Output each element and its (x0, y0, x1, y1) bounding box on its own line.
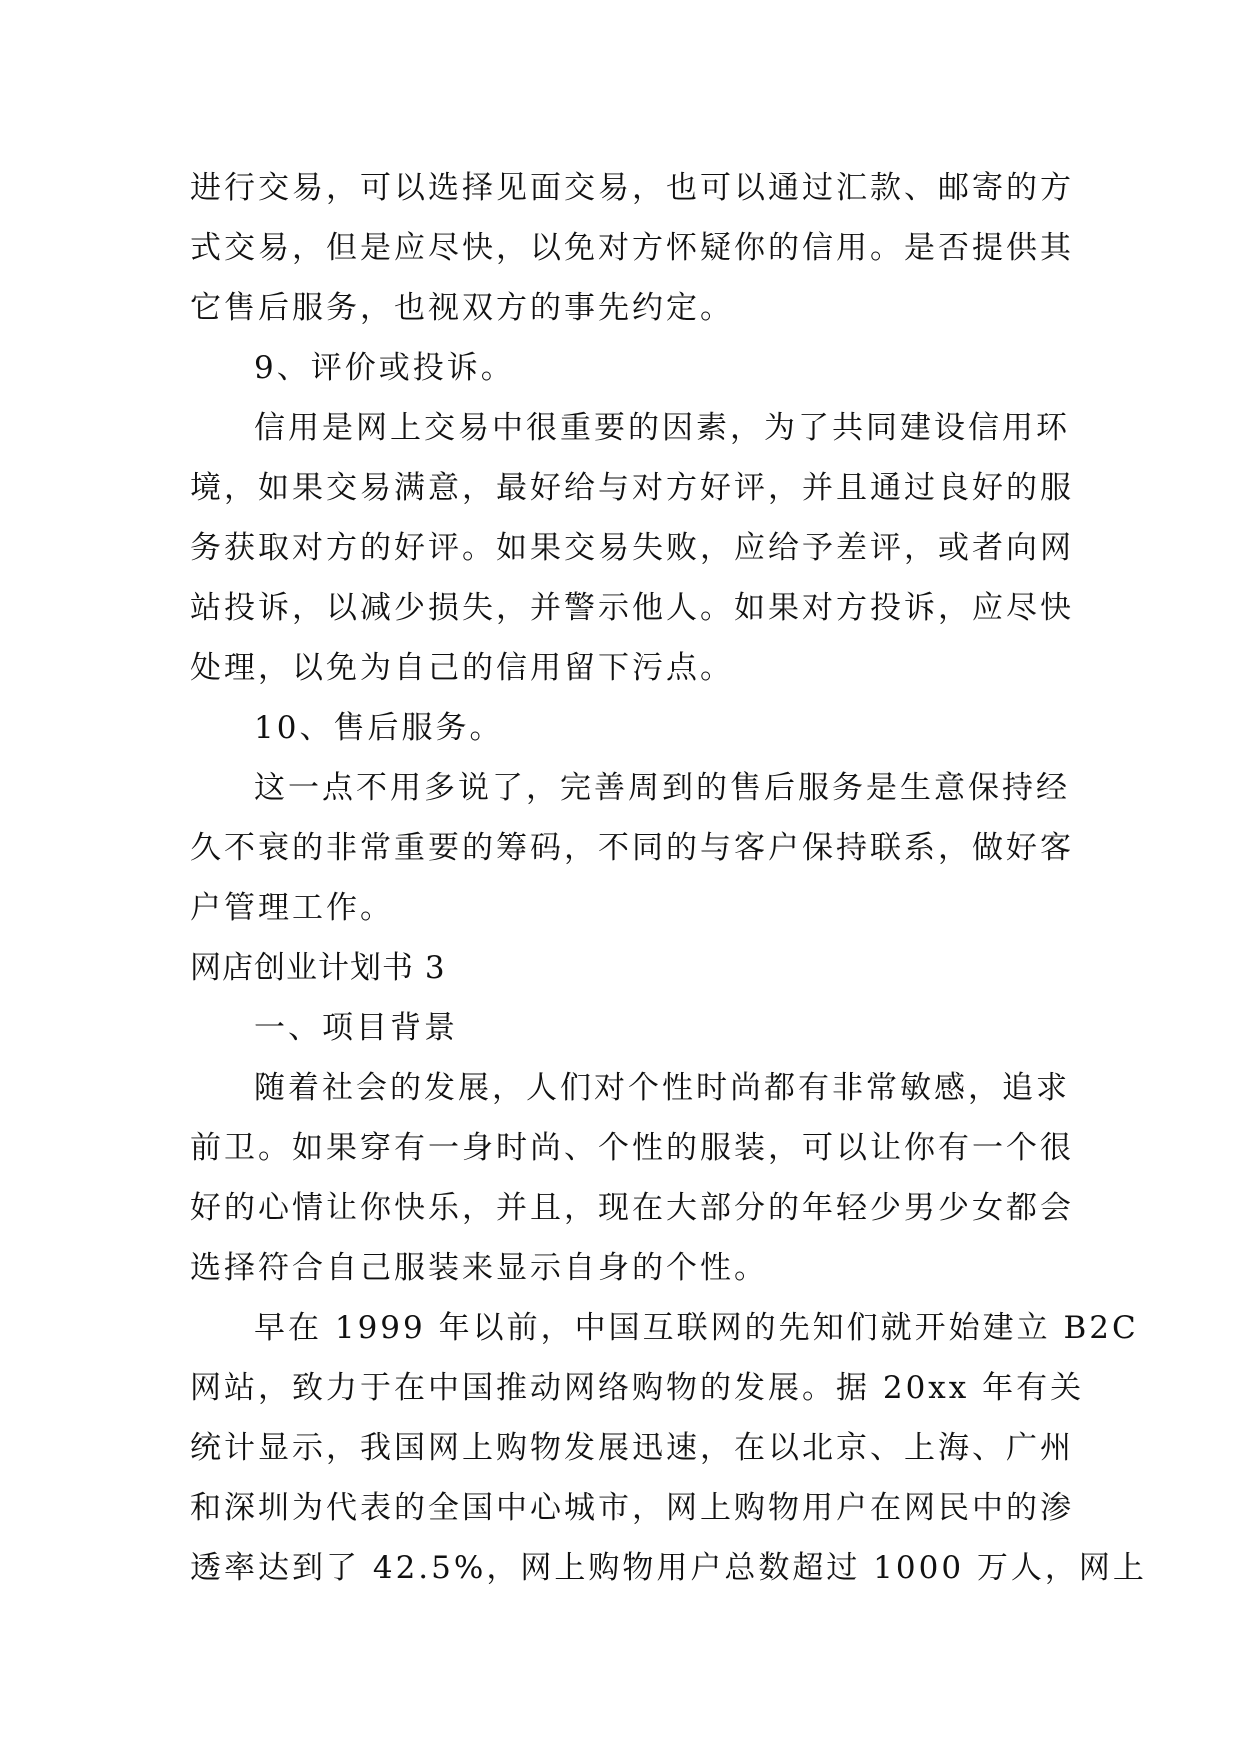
paragraph-line: 统计显示，我国网上购物发展迅速，在以北京、上海、广州 (190, 1430, 1074, 1466)
paragraph-line: 前卫。如果穿有一身时尚、个性的服装，可以让你有一个很 (190, 1130, 1074, 1166)
paragraph-line: 早在 1999 年以前，中国互联网的先知们就开始建立 B2C (254, 1310, 1139, 1346)
paragraph-line: 选择符合自己服装来显示自身的个性。 (190, 1250, 768, 1286)
paragraph-line: 境，如果交易满意，最好给与对方好评，并且通过良好的服 (190, 470, 1074, 506)
paragraph-line: 户管理工作。 (190, 890, 394, 926)
paragraph-line: 式交易，但是应尽快，以免对方怀疑你的信用。是否提供其 (190, 230, 1074, 266)
paragraph-line: 好的心情让你快乐，并且，现在大部分的年轻少男少女都会 (190, 1190, 1074, 1226)
section-heading: 9、评价或投诉。 (254, 350, 515, 386)
paragraph-line: 透率达到了 42.5%，网上购物用户总数超过 1000 万人，网上 (190, 1550, 1147, 1586)
section-heading: 10、售后服务。 (254, 710, 504, 746)
paragraph-line: 它售后服务，也视双方的事先约定。 (190, 290, 734, 326)
document-title: 网店创业计划书 3 (190, 950, 446, 986)
paragraph-line: 这一点不用多说了，完善周到的售后服务是生意保持经 (254, 770, 1070, 806)
paragraph-line: 处理，以免为自己的信用留下污点。 (190, 650, 734, 686)
paragraph-line: 和深圳为代表的全国中心城市，网上购物用户在网民中的渗 (190, 1490, 1074, 1526)
paragraph-line: 务获取对方的好评。如果交易失败，应给予差评，或者向网 (190, 530, 1074, 566)
paragraph-line: 网站，致力于在中国推动网络购物的发展。据 20xx 年有关 (190, 1370, 1085, 1406)
paragraph-line: 信用是网上交易中很重要的因素，为了共同建设信用环 (254, 410, 1070, 446)
paragraph-line: 进行交易，可以选择见面交易，也可以通过汇款、邮寄的方 (190, 170, 1074, 206)
paragraph-line: 站投诉，以减少损失，并警示他人。如果对方投诉，应尽快 (190, 590, 1074, 626)
paragraph-line: 随着社会的发展，人们对个性时尚都有非常敏感，追求 (254, 1070, 1070, 1106)
document-body (190, 158, 1147, 1598)
section-heading: 一、项目背景 (254, 1010, 458, 1046)
paragraph-line: 久不衰的非常重要的筹码，不同的与客户保持联系，做好客 (190, 830, 1074, 866)
